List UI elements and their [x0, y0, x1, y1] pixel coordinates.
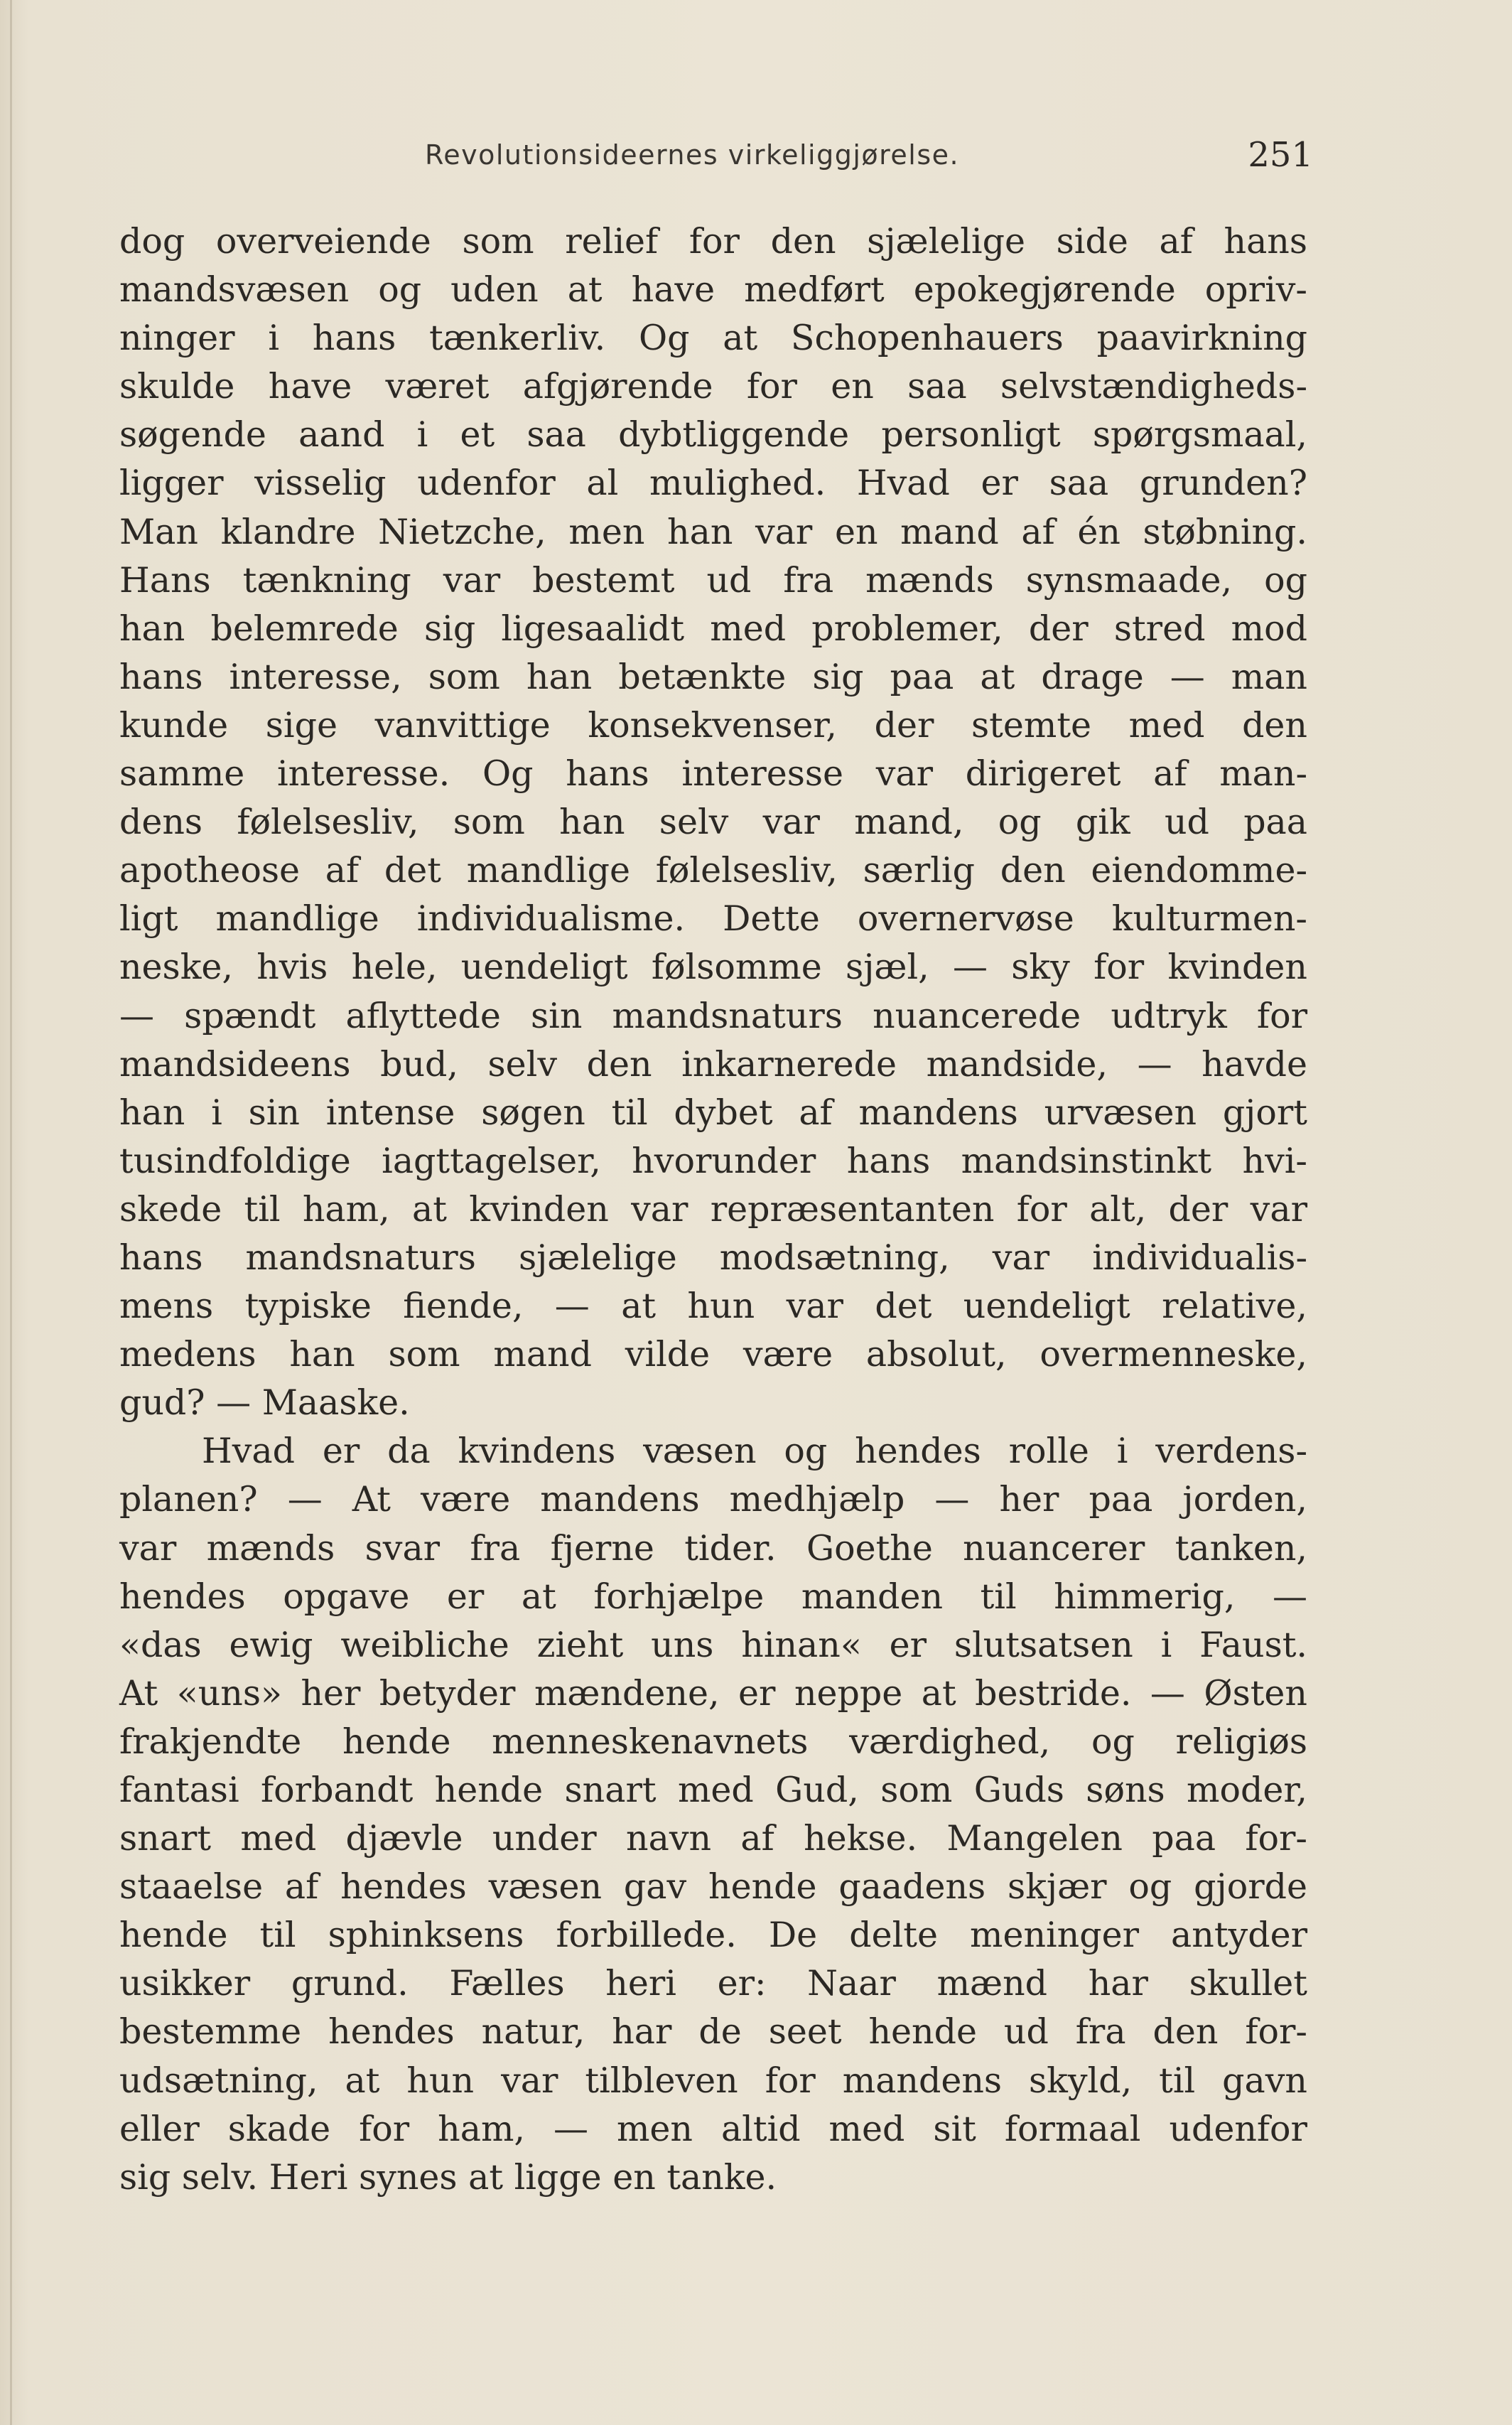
text-line: Hans tænkning var bestemt ud fra mænds synsmaade, og [119, 559, 1307, 601]
text-line: Man klandre Nietzche, men han var en mand af én støbning. [119, 511, 1307, 552]
text-line: ligger visselig udenfor al mulighed. Hvad er saa grunden? [119, 463, 1307, 504]
text-line: skede til ham, at kvinden var repræsentanten for alt, der var [119, 1188, 1307, 1230]
text-line: — spændt aflyttede sin mandsnaturs nuancerede udtryk for [119, 995, 1307, 1036]
text-line: «das ewig weibliche zieht uns hinan« er slutsatsen i Faust. [119, 1624, 1307, 1665]
text-line: ligt mandlige individualisme. Dette overnervøse kulturmen- [119, 898, 1307, 940]
text-line: bestemme hendes natur, har de seet hende ud fra den for- [119, 2011, 1307, 2053]
text-line: frakjendte hende menneskenavnets værdighed, og religiøs [119, 1721, 1307, 1762]
text-line: var mænds svar fra fjerne tider. Goethe nuancerer tanken, [119, 1527, 1307, 1569]
text-line: mandsvæsen og uden at have medført epokegjørende opriv- [119, 269, 1307, 311]
text-line: dog overveiende som relief for den sjælelige side af hans [119, 221, 1307, 262]
body-text [119, 217, 1307, 2202]
text-line: han belemrede sig ligesaalidt med problemer, der stred mod [119, 608, 1307, 649]
text-line: At «uns» her betyder mændene, er neppe at bestride. — Østen [119, 1672, 1307, 1714]
text-line: tusindfoldige iagttagelser, hvorunder hans mandsinstinkt hvi- [119, 1140, 1307, 1181]
text-line: kunde sige vanvittige konsekvenser, der stemte med den [119, 704, 1307, 746]
text-line: ninger i hans tænkerliv. Og at Schopenhauers paavirkning [119, 318, 1307, 359]
text-line: medens han som mand vilde være absolut, overmenneske, [119, 1334, 1307, 1375]
text-line: planen? — At være mandens medhjælp — her paa jorden, [119, 1479, 1307, 1520]
text-line: dens følelsesliv, som han selv var mand, og gik ud paa [119, 802, 1307, 843]
text-line: usikker grund. Fælles heri er: Naar mænd har skullet [119, 1963, 1307, 2004]
text-line: hans interesse, som han betænkte sig paa at drage — man [119, 656, 1307, 697]
text-line: hans mandsnaturs sjælelige modsætning, var individualis- [119, 1237, 1307, 1278]
page-number: 251 [1248, 135, 1313, 175]
text-line: gud? — Maaske. [119, 1382, 410, 1424]
text-line: Hvad er da kvindens væsen og hendes rolle i verdens- [202, 1431, 1307, 1472]
text-line: staaelse af hendes væsen gav hende gaadens skjær og gjorde [119, 1866, 1307, 1908]
text-line: hende til sphinksens forbillede. De delte meninger antyder [119, 1915, 1307, 1956]
text-line: søgende aand i et saa dybtliggende personligt spørgsmaal, [119, 414, 1307, 456]
text-line: neske, hvis hele, uendeligt følsomme sjæl, — sky for kvinden [119, 947, 1307, 988]
text-line: han i sin intense søgen til dybet af mandens urvæsen gjort [119, 1092, 1307, 1133]
text-line: eller skade for ham, — men altid med sit formaal udenfor [119, 2108, 1307, 2149]
running-title: Revolutionsideernes virkeliggjørelse. [425, 139, 960, 171]
text-line: apotheose af det mandlige følelsesliv, særlig den eiendomme- [119, 850, 1307, 891]
text-line: mens typiske fiende, — at hun var det uendeligt relative, [119, 1286, 1307, 1327]
text-line: hendes opgave er at forhjælpe manden til himmerig, — [119, 1576, 1307, 1617]
text-line: fantasi forbandt hende snart med Gud, som Guds søns moder, [119, 1770, 1307, 1810]
text-line: samme interesse. Og hans interesse var dirigeret af man- [119, 753, 1307, 795]
page-edge-shadow [10, 0, 12, 2425]
text-line: udsætning, at hun var tilbleven for mandens skyld, til gavn [119, 2060, 1307, 2101]
text-line: snart med djævle under navn af hekse. Mangelen paa for- [119, 1818, 1307, 1859]
page-header [119, 135, 1313, 178]
text-line: mandsideens bud, selv den inkarnerede mandside, — havde [119, 1043, 1307, 1085]
text-line: skulde have været afgjørende for en saa selvstændigheds- [119, 366, 1307, 407]
text-line: sig selv. Heri synes at ligge en tanke. [119, 2156, 777, 2198]
